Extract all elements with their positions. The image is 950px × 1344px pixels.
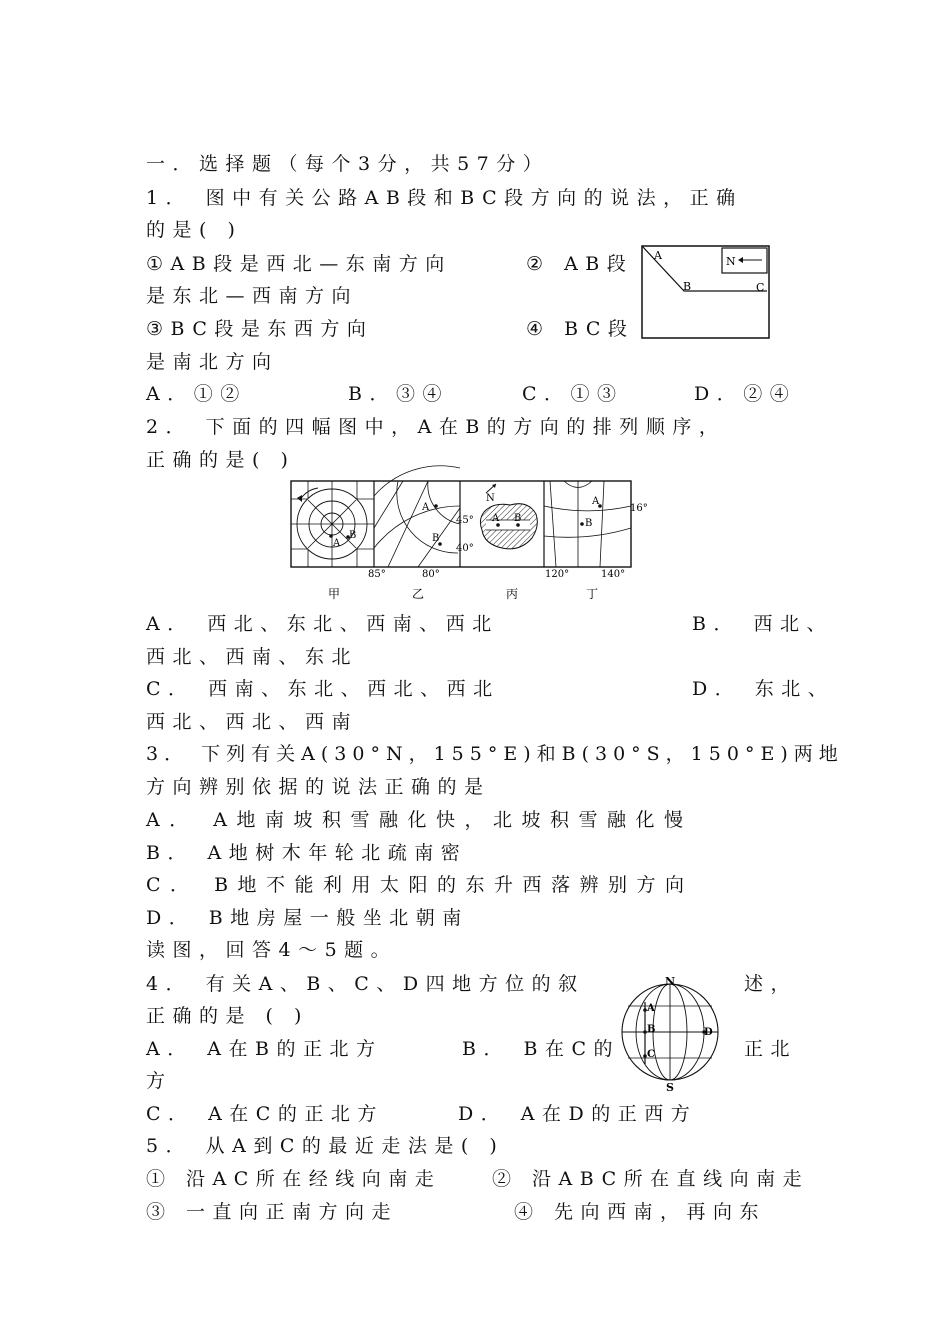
q2-option-c: C． 西南、东北、西北、西北 [146, 678, 500, 700]
bing-point-a: A [492, 513, 500, 524]
q3-option-c: C． B地不能利用太阳的东升西落辨别方向 [146, 874, 694, 896]
q4-stem-line1-end: 述， [744, 973, 798, 995]
fig1-point-b: B [683, 280, 692, 293]
q4-option-b-end: 方 [146, 1070, 173, 1092]
lon-80: 80° [422, 569, 440, 580]
q3-option-b: B． A地树木年轮北疏南密 [146, 842, 468, 864]
caption-ding: 丁 [586, 587, 599, 601]
q4-option-b: B． B在C的 [462, 1038, 621, 1060]
q3-stem-line2: 方向辨别依据的说法正确的是 [146, 776, 491, 798]
q1-choice-c: C．①③ [522, 383, 624, 405]
q4-option-c: C． A在C的正北方 [146, 1103, 384, 1125]
jia-point-b: B [349, 530, 357, 541]
q5-stem: 5． 从A到C的最近走法是( ) [146, 1135, 505, 1157]
q1-road-figure [640, 244, 772, 340]
q2-four-panel-figure [288, 478, 648, 602]
bing-point-b: B [514, 513, 522, 524]
q3-option-a: A． A地南坡积雪融化快，北坡积雪融化慢 [146, 809, 693, 831]
q2-option-d: D． 东北、 [692, 678, 835, 700]
q2-option-d-cont: 西北、西北、西南 [146, 711, 359, 733]
panel-jia [291, 481, 374, 567]
yi-lat-45: 45° [456, 515, 474, 526]
ding-lat-16: 16° [630, 503, 648, 514]
q1-option-4-cont: 是南北方向 [146, 351, 279, 373]
q4-option-d: D． A在D的正西方 [458, 1103, 698, 1125]
q1-option-4: ④ BC段 [526, 318, 635, 340]
q3-option-d: D． B地房屋一般坐北朝南 [146, 907, 469, 929]
q1-choice-a: A．①② [146, 383, 247, 405]
q2-option-a: A． 西北、东北、西南、西北 [146, 613, 499, 635]
globe-south: S [666, 1081, 674, 1094]
read-instruction: 读图，回答4～5题。 [146, 939, 398, 961]
fig1-point-c: C [756, 281, 765, 294]
globe-point-b: B [647, 1024, 656, 1035]
q4-globe-figure [618, 972, 724, 1092]
caption-jia: 甲 [328, 587, 341, 601]
q1-option-2-cont: 是东北—西南方向 [146, 285, 359, 307]
q5-option-1: ① 沿AC所在经线向南走 [146, 1168, 442, 1190]
q1-option-2: ② AB段 [526, 253, 634, 275]
q5-option-2: ② 沿ABC所在直线向南走 [492, 1168, 810, 1190]
globe-north: N [665, 975, 676, 988]
lon-120: 120° [545, 569, 570, 580]
q1-choice-d: D．②④ [694, 383, 797, 405]
q2-option-b: B． 西北、 [692, 613, 834, 635]
q1-choice-b: B．③④ [348, 383, 449, 405]
q5-option-3: ③ 一直向正南方向走 [146, 1201, 399, 1223]
caption-yi: 乙 [412, 587, 425, 601]
section-title: 一．选择题（每个3分，共57分） [146, 153, 550, 175]
globe-point-a: A [647, 1003, 655, 1014]
lon-140: 140° [601, 569, 626, 580]
ding-point-b: B [585, 518, 593, 529]
q1-stem-line2: 的是( ) [146, 219, 243, 241]
q1-option-1: ①AB段是西北—东南方向 [146, 253, 452, 275]
globe-point-c: C [647, 1049, 655, 1060]
bing-north: N [486, 493, 495, 504]
q4-stem-line2: 正确的是 ( ) [146, 1005, 309, 1027]
fig1-north-label: N [726, 255, 736, 268]
yi-lat-40: 40° [456, 543, 474, 554]
ding-point-a: A [592, 496, 600, 507]
q2-option-b-cont: 西北、西南、东北 [146, 646, 359, 668]
q1-stem-line1: 1． 图中有关公路AB段和BC段方向的说法，正确 [146, 187, 743, 209]
q1-option-3: ③BC段是东西方向 [146, 318, 374, 340]
q2-stem-line2: 正确的是( ) [146, 449, 296, 471]
panel-bing [480, 484, 537, 549]
fig1-point-a: A [654, 249, 662, 262]
q5-option-4: ④ 先向西南，再向东 [514, 1201, 767, 1223]
q4-option-b-cont: 正北 [744, 1038, 798, 1060]
q4-stem-line1: 4． 有关A、B、C、D四地方位的叙 [146, 973, 585, 995]
q4-option-a: A． A在B的正北方 [146, 1038, 383, 1060]
q3-stem-line1: 3． 下列有关A(30°N，155°E)和B(30°S，150°E)两地 [146, 743, 844, 765]
lon-85: 85° [368, 569, 386, 580]
yi-point-a: A [422, 502, 430, 513]
globe-point-d: D [704, 1027, 713, 1038]
yi-point-b: B [432, 533, 440, 544]
jia-point-a: A [333, 538, 341, 549]
q2-stem-line1: 2． 下面的四幅图中，A在B的方向的排列顺序， [146, 416, 726, 438]
panel-ding [544, 481, 648, 567]
caption-bing: 丙 [506, 587, 519, 601]
